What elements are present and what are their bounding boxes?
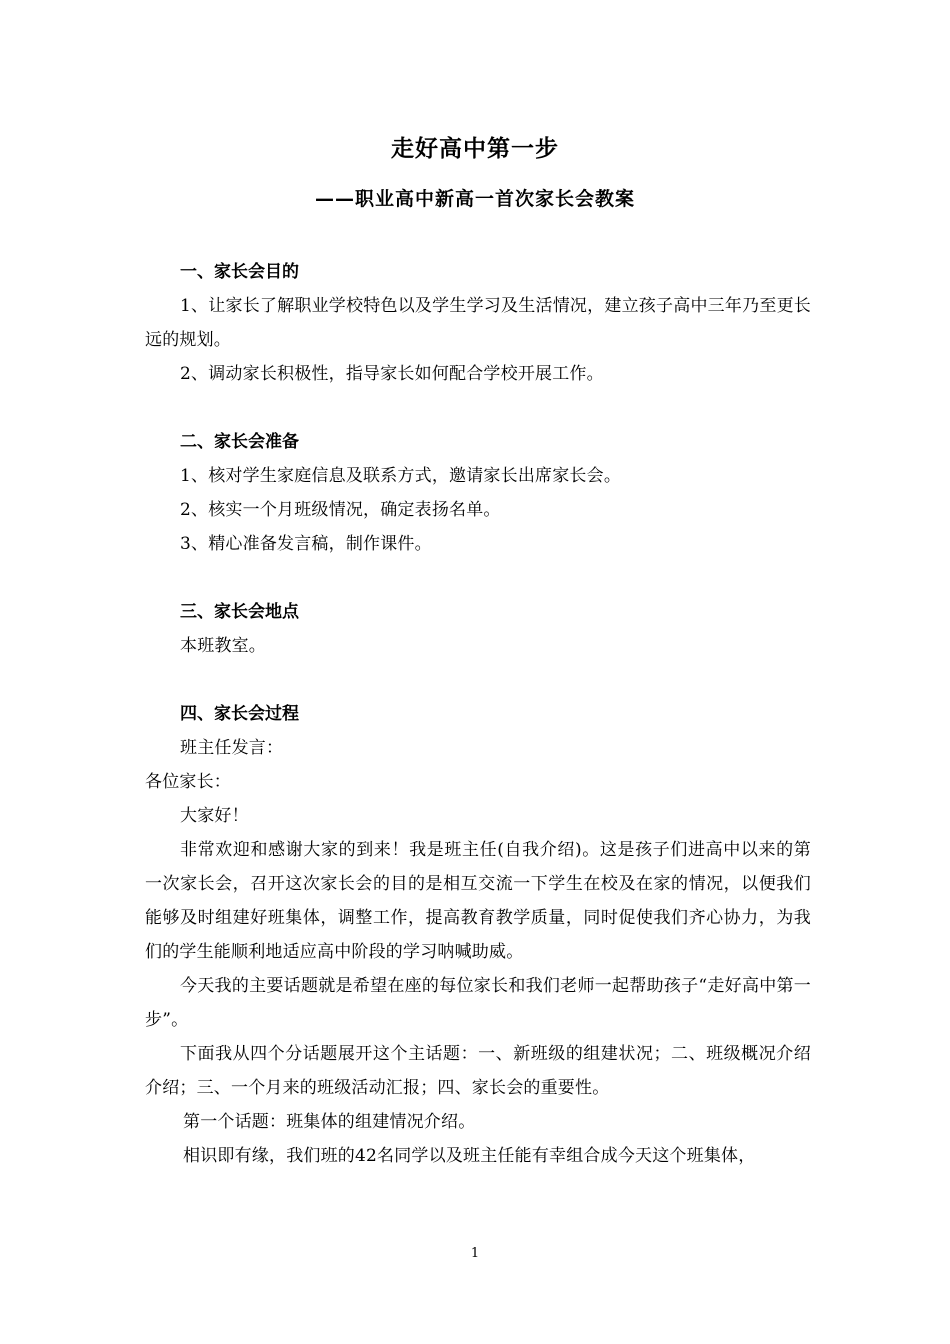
paragraph: 2、核实一个月班级情况，确定表扬名单。 (180, 500, 501, 520)
section-preparation (145, 425, 811, 561)
paragraph: 第一个话题：班集体的组建情况介绍。 (183, 1112, 476, 1132)
spacer (145, 663, 811, 697)
section-purpose (145, 255, 811, 391)
paragraph: 班主任发言： (180, 738, 284, 758)
section-heading: 三、家长会地点 (180, 602, 299, 622)
section-process (145, 697, 811, 1173)
paragraph: 相识即有缘，我们班的42名同学以及班主任能有幸组合成今天这个班集体， (183, 1146, 756, 1166)
document-subtitle: ——职业高中新高一首次家长会教案 (314, 188, 635, 210)
paragraph: 1、核对学生家庭信息及联系方式，邀请家长出席家长会。 (180, 466, 622, 486)
page-number: 1 (470, 1246, 480, 1261)
paragraph: 非常欢迎和感谢大家的到来！我是班主任(自我介绍)。这是孩子们进高中以来的第一次家长会，召开这次家长会的目的是相互交流一下学生在校及在家的情况，以便我们能够及时组建好班集体，调整工作，提高教育教学质量，同时促使我们齐心协力，为我们的学生能顺利地适应高中阶段的学习呐喊助威。 (145, 840, 811, 962)
paragraph: 2、调动家长积极性，指导家长如何配合学校开展工作。 (180, 364, 604, 384)
paragraph: 本班教室。 (180, 636, 266, 656)
section-heading: 四、家长会过程 (180, 704, 299, 724)
spacer (145, 391, 811, 425)
paragraph: 下面我从四个分话题展开这个主话题：一、新班级的组建状况；二、班级概况介绍介绍；三、一个月来的班级活动汇报；四、家长会的重要性。 (145, 1044, 811, 1098)
section-heading: 二、家长会准备 (180, 432, 299, 452)
document-body (145, 255, 811, 1173)
spacer (145, 561, 811, 595)
greeting: 大家好！ (180, 806, 249, 826)
paragraph: 1、让家长了解职业学校特色以及学生学习及生活情况，建立孩子高中三年乃至更长远的规划。 (145, 296, 811, 350)
section-heading: 一、家长会目的 (180, 262, 299, 282)
paragraph: 今天我的主要话题就是希望在座的每位家长和我们老师一起帮助孩子“走好高中第一步”。 (145, 976, 811, 1030)
salutation: 各位家长： (145, 772, 231, 792)
paragraph: 3、精心准备发言稿，制作课件。 (180, 534, 432, 554)
section-location (145, 595, 811, 663)
document-title: 走好高中第一步 (391, 136, 559, 162)
